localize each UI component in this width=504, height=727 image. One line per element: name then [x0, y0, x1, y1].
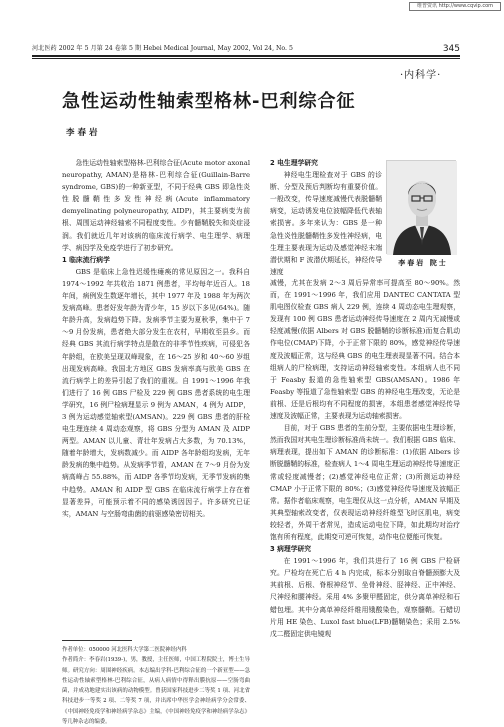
footnotes: [62, 645, 250, 726]
body-paragraph: 在 1991～1996 年，我们共进行了 16 例 GBS 尸检研究。尸检均在死亡后 4 h 内完成，标本分别取自脊髓颈膨大及其前根、后根、脊根神经节、坐骨神经、胫神经、正中神经、尺神经和腰神经。采用 4% 多聚甲醛固定，供分离单神经和石蜡包埋。其中分离单神经纤维用锇酸染色，观察髓鞘。石蜡切片用 HE 染色、Luxol fast blue(LFB)髓鞘染色；采用 2.5% 戊二醛固定供电镜观: [270, 557, 460, 638]
watermark: 维普资讯 http://www.cqvip.com: [409, 2, 501, 11]
author-photo: [386, 160, 456, 254]
photo-caption: 李春岩 院士: [398, 258, 448, 267]
section-label: ·内科学·: [400, 70, 442, 81]
running-head: [32, 44, 460, 54]
footnote: 作者简介：李春岩(1939-)，男，教授，主任医师，中国工程院院士，博士生导师。研究方向：周围神经疾病。本志编出学科-巴利综合征的一个新亚型——急性运动性轴索型格林-巴利综合征，从病人病情中得释出膜抗原——空肠弯曲菌，并成功地建实出该病的动物模型。曾获国家科技进步二等奖 1 项、河北省科技进步一等奖 2 项、二等奖 7 项，并出席中华医学会神经病学分会常委、《中国神经免疫学和神经病学杂志》主编，《中国神经免疫学和神经病学杂志》等几种杂志的编委。: [62, 657, 250, 726]
body-paragraph: 目前，对于 GBS 患者的生前分型，主要依据电生理诊断，然而我国对其电生理诊断标准尚未统一。我们根据 GBS 临床、病理表现，提出如下 AMAN 的诊断标准：(1)依据 Albers 诊断脱髓鞘的标准，检查病人 1～4 周电生理运动神经传导速度正常或轻度减慢者；(2)感觉神经电位正常；(3)所测运动神经 CMAP 小于正常下限的 80%；(3)感觉神经传导速度及波幅正常。据作者临床观察，电生理仅从这一点分析，AMAN 早期及其典型轴索改变者，仅表现运动神经纤维型飞时区肌电，病变较轻者，外周干者常见，造成运动电位下降，如此期均对治疗饱有所有程度，此期变可逆可恢复，动作电位便能可恢复。: [270, 424, 460, 541]
body-paragraph: 减慢，尤其在发病 2～3 周后异常率可提高至 80～90%。然而，在 1991～1996 年，我们应用 DANTEC CANTATA 型肌电图仪检查 GBS 病人 229 例，连续 4 周动态电生理观察，发现有 100 例 GBS 患者运动神经传导速度在 2 周内无减慢或轻度减慢(依据 Albers 对 GBS 脱髓鞘的诊断标准)而复合肌动作电位(CMAP)下降，小于正常下限的 80%，感觉神经传导速度及波幅正常，这与经典 GBS 的电生理表现显著不同。结合本组病人的尸检病理，支持运动神经轴索变性。本组病人也不同于 Feasby 报道的急性轴索型 GBS(AMSAN)。1986 年 Feasby 等报道了急性轴索型 GBS 的神经电生理改变，无论是前根、还是后根均有不同程度的损害，本组患者感觉神经传导速度及波幅正常，主要表现为运动轴索损害。: [270, 279, 460, 421]
header-rule-thin: [32, 58, 460, 59]
right-column-top: [270, 157, 382, 277]
header-rule: [32, 55, 460, 57]
section-heading: 3 病理学研究: [270, 545, 312, 554]
journal-citation: 河北医药 2002 年 5 月第 24 卷第 5 期 Hebei Medical Journal, May 2002, Vol 24, No. 5: [32, 45, 293, 52]
article-author: 李春岩: [66, 128, 101, 138]
body-paragraph: 急性运动性轴索型格林-巴利综合征(Acute motor axonal neuropathy, AMAN)是格林-巴利综合征(Guillain-Barre syndrome, GBS)的一种新亚型，不同于经典 GBS 即急性炎性脱髓鞘性多发性神经病(Acute inflammatory demyelinating polyneuropathy, AIDP)，其主要病变为前根、周围运动神经轴索不同程度变性。少有髓鞘脱失和炎症浸润。我们就近几年对该病的临床流行病学、电生理学、病理学、病因学及免疫学进行了初步研究。: [62, 159, 250, 252]
footnote: 作者单位：050000 河北医科大学第二医院神经内科: [62, 647, 187, 653]
body-paragraph: GBS 是临床上急性迟缓性瘫痪的常见原因之一。我科自 1974～1992 年共收治 1871 例患者，平均每年近百人。18 年间，病例发生数逐年增长，其中 1977 年及 1988 年为两次发病高峰。患者好发年龄为青少年，15 岁以下多见(64%)。随年龄升高，发病趋势下降。发病季节主要为夏秋季，集中于 7～9 月份发病，患者绝大部分发生在农村，早期收至县乡。而经典 GBS 其流行病学特点是散在的非季节性疾病，可侵犯各年龄组，在欧美呈现双峰现象，在 16～25 岁和 40～60 岁组出现发病高峰。我国北方地区 GBS 发病率高与欧美 GBS 在流行病学上的差异引起了我们的重视。自 1991～1996 年我们进行了 16 例 GBS 尸检及 229 例 GBS 患者系统的电生理学研究，16 例尸检病理显示 9 例为 AMAN，4 例为 AIDP，3 例为运动感觉轴索型(AMSAN)。229 例 GBS 患者的肝检电生理连续 4 周动态观察，将 GBS 分型为 AMAN 及 AIDP 两型。AMAN 以儿童、青壮年发病占大多数，为 70.13%，随着年龄增大，发病数减少。而 AIDP 各年龄组均发病，无年龄发病的集中趋势。从发病季节看，AMAN 在 7～9 月份为发病高峰占 55.88%，而 AIDP 各季节均发病，无季节发病的集中趋势。AMAN 和 AIDP 型 GBS 在临床流行病学上存在着显著差异，可能预示着不同的感染诱因因子。许多研究已证实，AMAN 与空肠弯曲菌的前驱感染密切相关。: [62, 267, 250, 518]
right-column: [270, 277, 460, 677]
page-number: 345: [442, 44, 460, 54]
body-paragraph: 神经电生理检查对于 GBS 的诊断、分型及预后判断均有重要价值。一般改变，传导速度减慢代表脱髓鞘病变，运动诱发电位波幅降低代表轴索损害。多年来认为：GBS 是一种急性炎性脱髓鞘性多发性神经病，电生理主要表现为运动及感觉神经末端潜伏期和 F 波潜伏期延长，神经传导速度: [270, 171, 382, 276]
section-heading: 1 临床流行病学: [62, 255, 110, 264]
footnote-rule: [62, 640, 132, 641]
portrait-image: [387, 161, 457, 255]
left-column: [62, 157, 250, 635]
section-heading: 2 电生理学研究: [270, 159, 318, 167]
article-title: 急性运动性轴索型格林-巴利综合征: [62, 91, 356, 112]
